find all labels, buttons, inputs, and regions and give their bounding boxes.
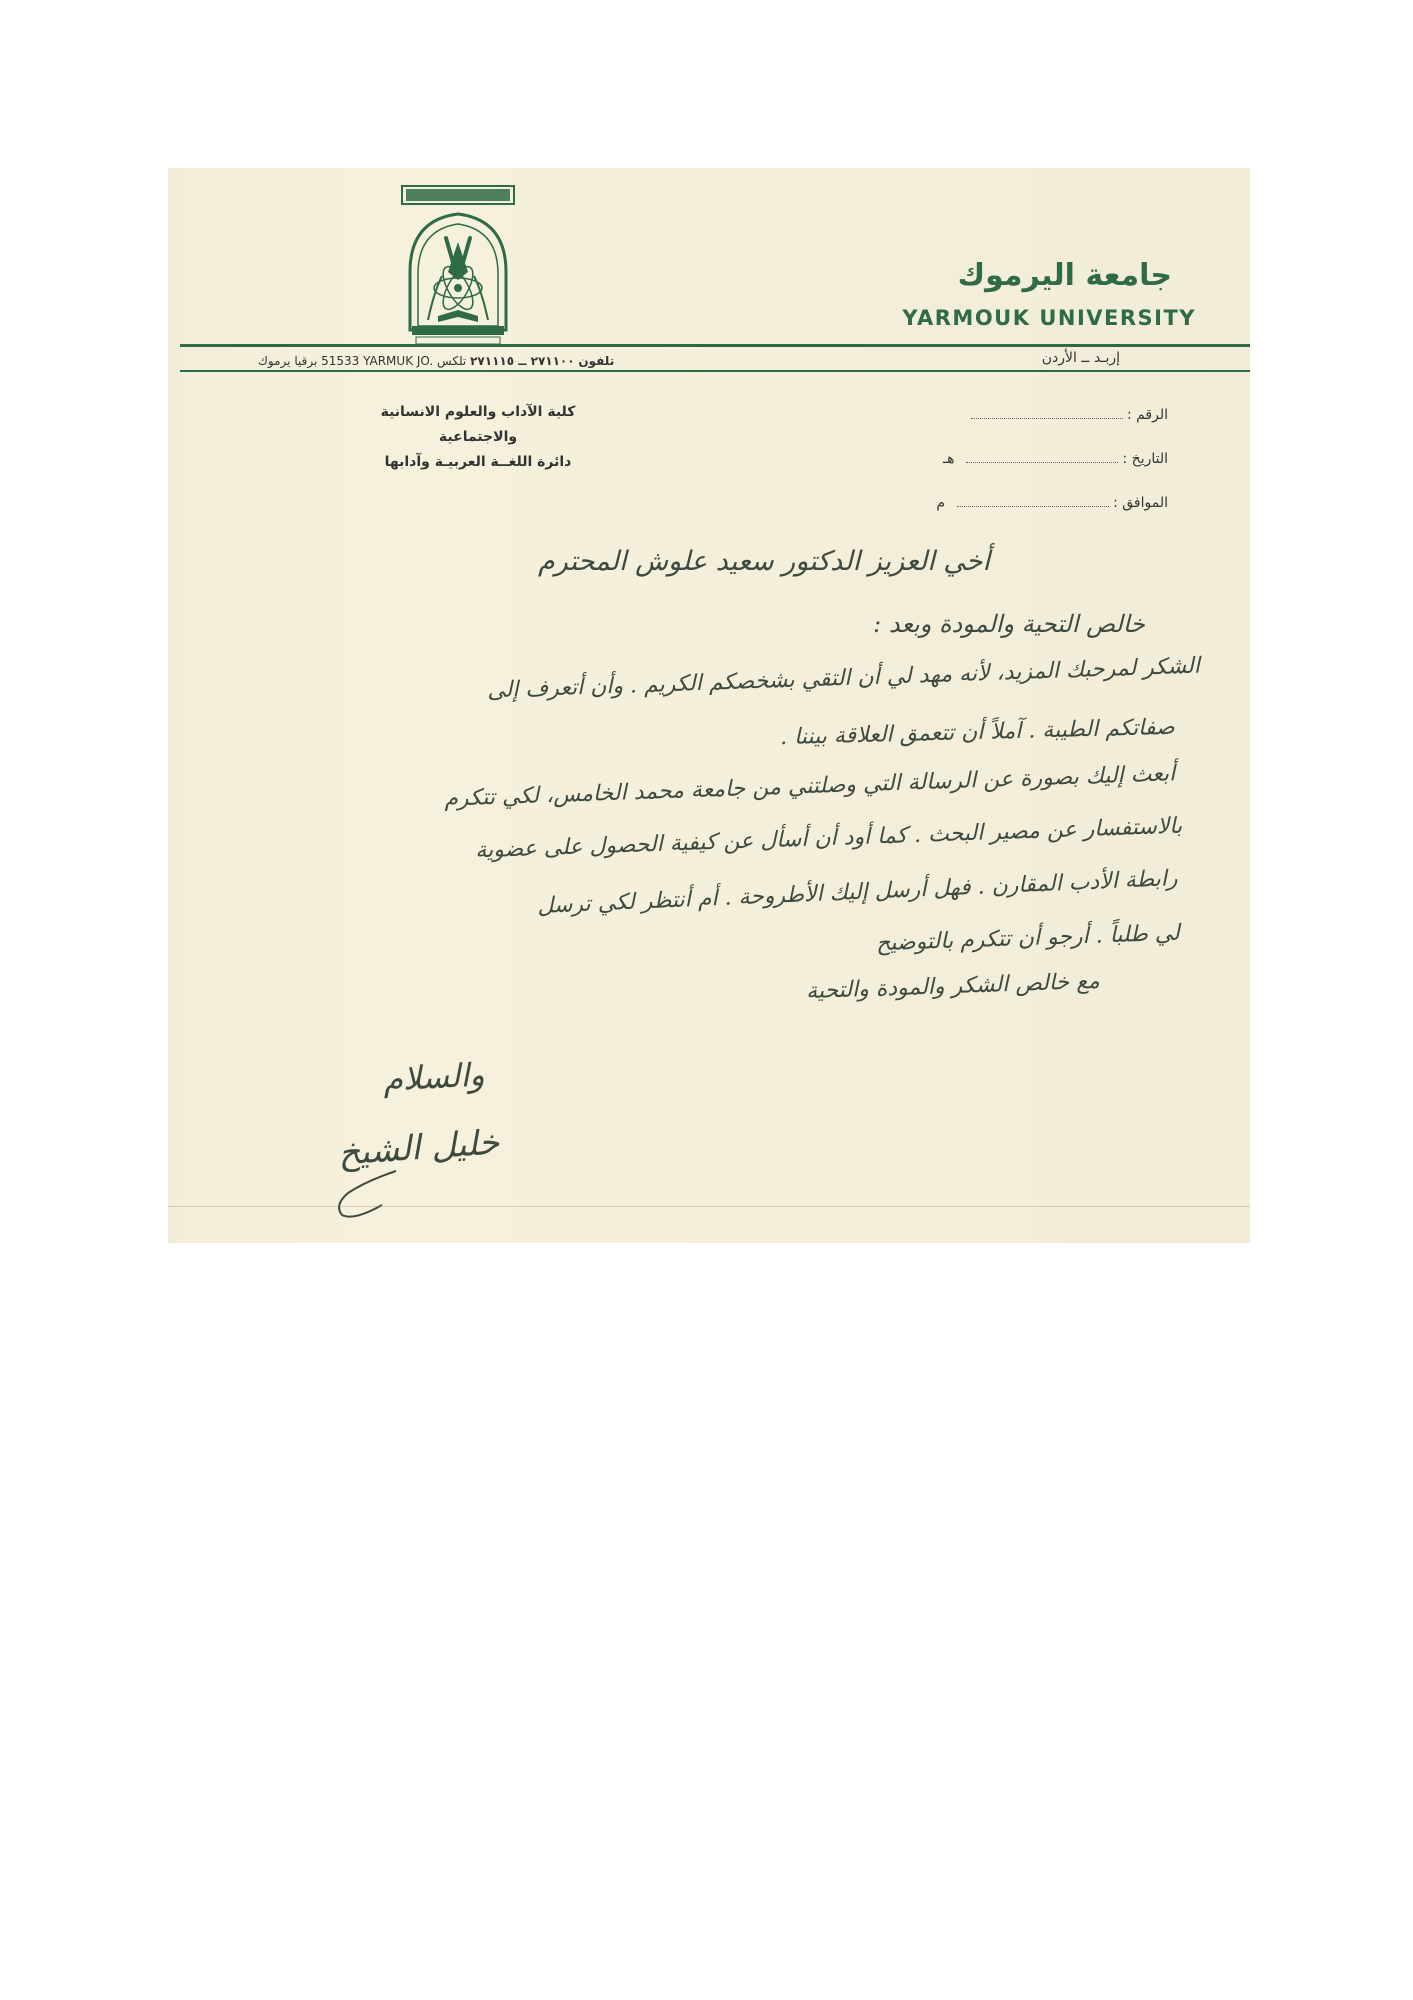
letter-signature: خليل الشيخ — [336, 1122, 501, 1174]
corresponding-label: الموافق : — [1113, 495, 1168, 511]
corresponding-suffix: م — [936, 495, 946, 511]
ref-dotted-line — [971, 406, 1123, 419]
phone-label: تلفون — [578, 354, 615, 368]
letter-closing: والسلام — [382, 1055, 486, 1099]
letter-salutation: أخي العزيز الدكتور سعيد علوش المحترم — [537, 546, 990, 577]
letter-line-5: رابطة الأدب المقارن . فهل أرسل إليك الأطروحة . أم أنتظر لكي ترسل — [537, 866, 1179, 919]
signature-flourish — [326, 1163, 416, 1223]
letter-greeting: خالص التحية والمودة وبعد : — [873, 610, 1145, 638]
date-dotted-line — [966, 450, 1118, 463]
corresponding-dotted-line — [957, 494, 1109, 507]
university-name-english: YARMOUK UNIVERSITY — [902, 306, 1196, 330]
letter-scan — [168, 168, 1250, 1243]
letter-line-3: أبعث إليك بصورة عن الرسالة التي وصلتني من جامعة محمد الخامس، لكي تتكرم — [443, 761, 1176, 812]
letter-line-6: لي طلباً . أرجو أن تتكرم بالتوضيح — [875, 920, 1181, 957]
date-suffix: هـ — [943, 451, 955, 467]
university-name-arabic: جامعة اليرموك — [957, 258, 1172, 293]
contact-line — [258, 354, 614, 368]
letter-line-1: الشكر لمرحبك المزيد، لأنه مهد لي أن التقي بشخصكم الكريم . وأن أتعرف إلى — [486, 653, 1201, 704]
ref-label: الرقم : — [1126, 407, 1168, 423]
telex-number: 51533 YARMUK JO. — [321, 354, 434, 368]
date-label: التاريخ : — [1122, 451, 1168, 467]
cable-label: برقيا — [294, 354, 318, 368]
header-rule-top — [180, 344, 1250, 347]
location-text: إربـد ــ الأردن — [1041, 350, 1120, 366]
paper-fold-line — [168, 1206, 1250, 1207]
letter-line-2: صفاتكم الطيبة . آملاً أن تتعمق العلاقة بيننا . — [780, 714, 1176, 751]
faculty-name: كلية الآداب والعلوم الانسانية والاجتماعية — [380, 404, 576, 445]
faculty-block — [343, 400, 613, 475]
yarmouk-crest-logo — [388, 180, 528, 350]
header-rule-bottom — [180, 370, 1250, 372]
department-name: دائرة اللغــة العربيـة وآدابها — [384, 454, 572, 470]
ref-field — [971, 406, 1168, 423]
corresponding-field — [936, 494, 1168, 511]
cable-address: يرموك — [258, 354, 291, 368]
letter-line-4: بالاستفسار عن مصير البحث . كما أود أن أسأل عن كيفية الحصول على عضوية — [474, 813, 1183, 864]
phone-number: ٢٧١١٠٠ ــ ٢٧١١١٥ — [470, 354, 575, 368]
letter-line-7: مع خالص الشكر والمودة والتحية — [805, 968, 1101, 1005]
date-field — [943, 450, 1168, 467]
telex-label: تلكس — [437, 354, 467, 368]
